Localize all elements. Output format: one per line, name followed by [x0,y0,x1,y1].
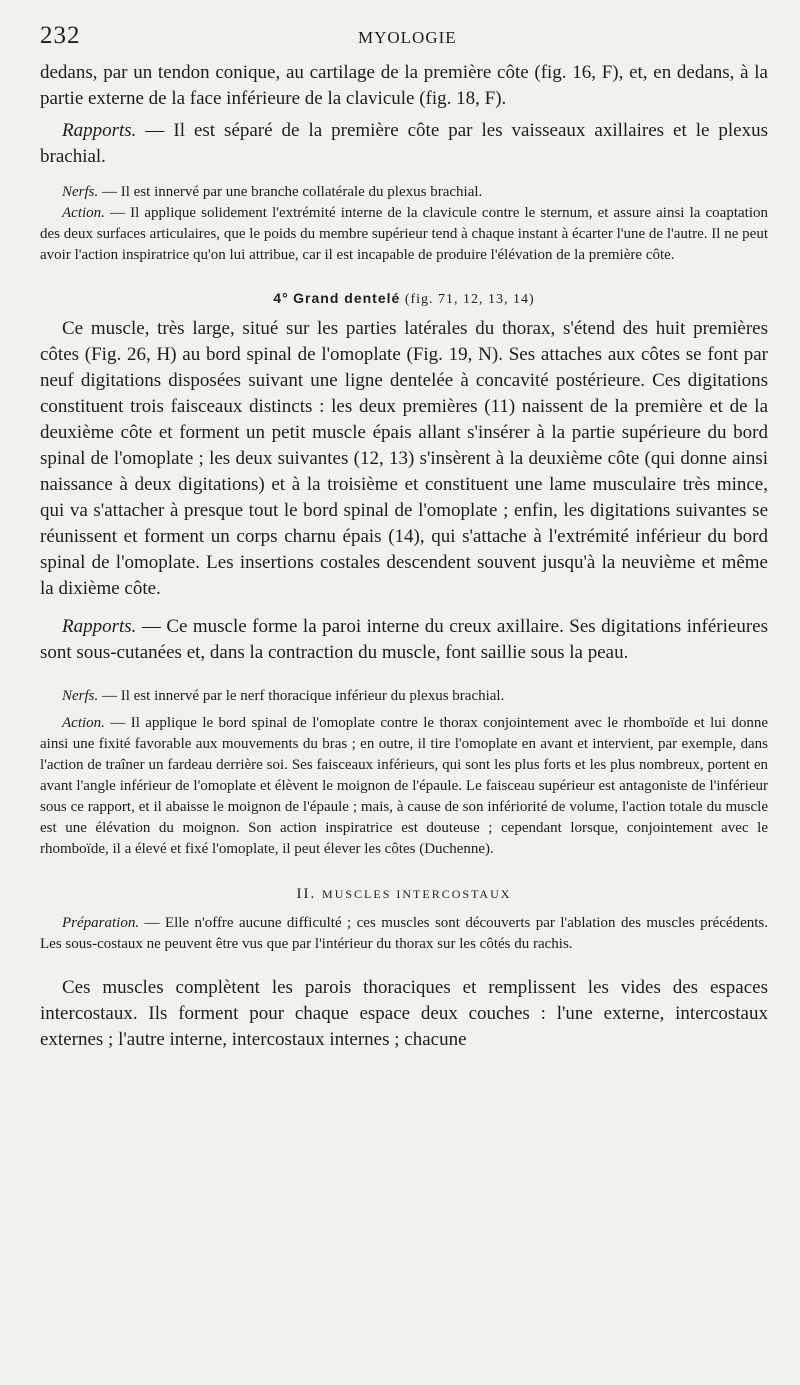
section-heading-grand-dentele [40,290,768,308]
paragraph-intercostaux: Ces muscles complètent les parois thoraciques et remplissent les vides des espaces intercostaux. Ils forment pour chaque espace deux couches : l'une externe, intercostaux externes ; l'autre interne, intercostaux internes ; chacune [40,977,768,1050]
text-action-2: — Il applique le bord spinal de l'omoplate contre le thorax conjointement avec le rhomboïde et lui donne ainsi une fixité favorable aux mouvements du bras ; en outre, il tire l'omoplate en avant et intervient, par exemple, dans l'action de traîner un fardeau derrière soi. Ses faisceaux inférieurs, qui sont les plus forts et les plus nombreux, portent en avant l'angle inférieur de l'omoplate et élèvent le moignon de l'épaule. Le faisceau supérieur est antagoniste de l'inférieur sous ce rapport, et il abaisse le moignon de l'épaule ; mais, à cause de son infériorité de volume, l'action totale du muscle est une élévation du moignon. Son action inspiratrice est douteuse ; cependant lorsque, conjointement avec le rhomboïde, il a élevé et fixé l'omoplate, il peut élever les côtes (Duchenne). [40,715,768,857]
lead-rapports-1: Rapports. [62,120,137,141]
paragraph-action-1 [40,203,768,266]
paragraph-action-2 [40,713,768,860]
text-action-1: — Il applique solidement l'extrémité interne de la clavicule contre le sternum, et assure ainsi la coaptation des deux surfaces articulaires, que le poids du membre supérieur tend à chaque instant à écarter l'une de l'autre. Il ne peut avoir l'action inspiratrice qu'on lui attribue, car il est incapable de produire l'élévation de la première côte. [40,205,768,263]
section-figs: (fig. 71, 12, 13, 14) [404,292,535,307]
text-nerfs-2: — Il est innervé par le nerf thoracique inférieur du plexus brachial. [98,688,505,704]
section-number: 4° [273,290,289,306]
paragraph-preparation [40,913,768,955]
section-title-intercostaux: MUSCLES INTERCOSTAUX [322,887,512,901]
section-title: Grand dentelé [293,290,401,306]
section-heading-intercostaux [40,886,768,903]
text-nerfs-1: — Il est innervé par une branche collatérale du plexus brachial. [98,184,483,200]
lead-nerfs-2: Nerfs. [62,688,99,704]
page-header [40,22,760,52]
section-numeral: II. [296,886,317,902]
lead-preparation: Préparation. [62,915,140,931]
lead-action-1: Action. [62,205,105,221]
lead-nerfs-1: Nerfs. [62,184,99,200]
page-content [40,60,768,1053]
paragraph-nerfs-2 [40,686,768,707]
text-rapports-2: — Ce muscle forme la paroi interne du creux axillaire. Ses digitations inférieures sont sous-cutanées et, dans la contraction du muscle, font saillie sous la peau. [40,616,768,663]
paragraph-rapports-2 [40,614,768,666]
lead-action-2: Action. [62,715,105,731]
page-number: 232 [40,22,81,49]
lead-rapports-2: Rapports. [62,616,137,637]
paragraph-grand-dentele: Ce muscle, très large, situé sur les parties latérales du thorax, s'étend des huit premières côtes (Fig. 26, H) au bord spinal de l'omoplate (Fig. 19, N). Ses attaches aux côtes se font par neuf digitations disposées suivant une ligne dentelée à concavité postérieure. Ces digitations constituent trois faisceaux distincts : les deux premières (11) naissent de la première et de la deuxième côte et forment un petit muscle épais allant s'insérer à la partie supérieure du bord spinal de l'omoplate ; les deux suivantes (12, 13) s'insèrent à la deuxième côte (qui donne ainsi naissance à deux digitations) et à la troisième et constituent une lame musculaire très mince, qui va s'attacher à presque tout le bord spinal de l'omoplate ; enfin, les digitations suivantes se réunissent et forment un corps charnu épais (14), qui s'attache à l'extrémité inférieur du bord spinal de l'omoplate. Les insertions costales descendent souvent jusqu'à la neuvième et même la dixième côte. [40,318,768,599]
paragraph-rapports-1 [40,118,768,170]
text-preparation: — Elle n'offre aucune difficulté ; ces muscles sont découverts par l'ablation des muscles précédents. Les sous-costaux ne peuvent être vus que par l'intérieur du thorax sur les côtés du rachis. [40,915,768,952]
running-title: MYOLOGIE [358,28,457,47]
text-rapports-1: — Il est séparé de la première côte par les vaisseaux axillaires et le plexus brachial. [40,120,768,167]
paragraph-nerfs-1 [40,182,768,203]
paragraph-continuation: dedans, par un tendon conique, au cartilage de la première côte (fig. 16, F), et, en dedans, à la partie externe de la face inférieure de la clavicule (fig. 18, F). [40,62,768,109]
